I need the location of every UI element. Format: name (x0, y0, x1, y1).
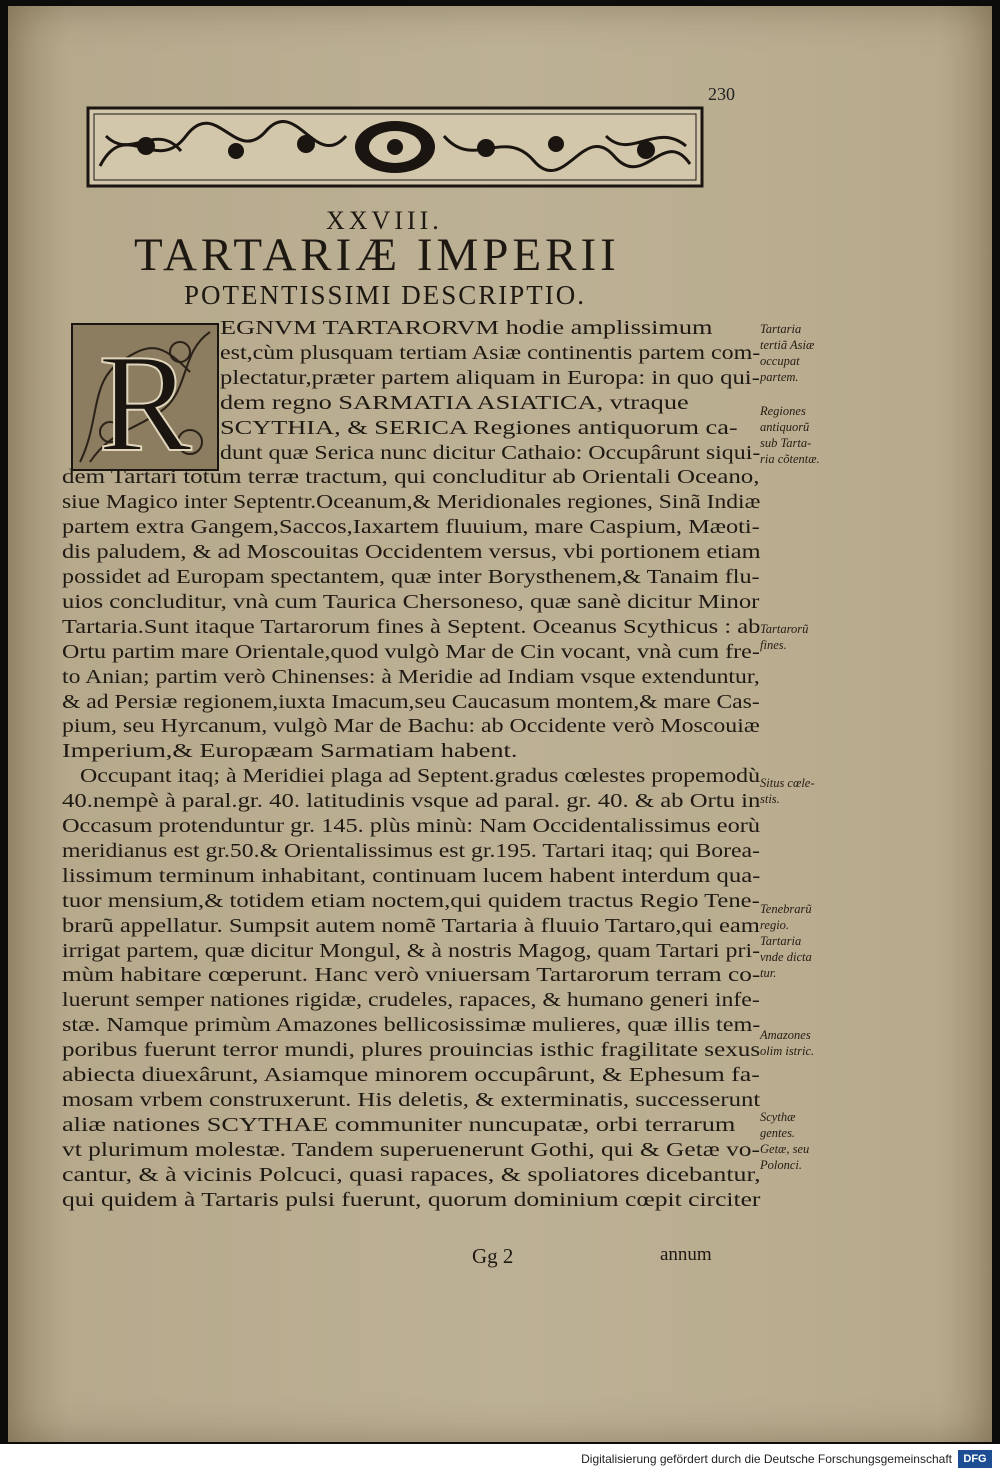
dfg-logo: DFG (958, 1450, 992, 1468)
marginal-note: partem. (760, 370, 799, 384)
text-line: uios concluditur, vnà cum Taurica Chersoneso, quæ sanè dicitur Minor (62, 591, 760, 613)
text-line: Imperium,& Europæam Sarmatiam habent. (62, 741, 518, 763)
marginal-note: Getæ, seu (760, 1142, 810, 1156)
text-line: cantur, & à vicinis Polcuci, quasi rapaces, & spoliatores dicebantur, (62, 1164, 761, 1186)
marginal-note: fines. (760, 638, 787, 652)
marginal-note: stis. (760, 792, 780, 806)
text-line: abiecta diuexârunt, Asiamque minorem occupârunt, & Ephesum fa- (62, 1065, 760, 1086)
marginal-note: ria cõtentæ. (760, 452, 820, 466)
text-line: plectatur,præter partem aliquam in Europa: in quo qui- (220, 367, 760, 389)
catchword: annum (660, 1244, 712, 1265)
marginal-note: Tartarorũ (760, 622, 809, 636)
marginal-note: Tenebrarũ (760, 902, 812, 916)
text-line: dis paludem, & ad Moscouitas Occidentem versus, vbi portionem etiam (62, 542, 761, 564)
text-line: partem extra Gangem,Saccos,Iaxartem fluuium, mare Caspium, Mæoti- (62, 517, 760, 539)
title-line-2: POTENTISSIMI DESCRIPTIO. (184, 280, 587, 310)
text-line: EGNVM TARTARORVM hodie amplissimum (220, 318, 713, 339)
marginal-note: antiquorũ (760, 420, 810, 434)
marginal-note: tertiã Asiæ (760, 338, 815, 352)
text-line: to Anian; partim verò Chinenses: à Meridie ad Indiam vsque extenduntur, (62, 666, 760, 688)
text-line: Occasum protenduntur gr. 145. plùs minù: Nam Occidentalissimus eorù (62, 816, 760, 837)
text-line: Occupant itaq; à Meridiei plaga ad Septent.gradus cœlestes propemodù (80, 766, 761, 788)
marginal-note: Situs cœle- (760, 776, 815, 790)
signature-mark: Gg 2 (472, 1244, 514, 1268)
marginal-note: Tartaria (760, 934, 802, 948)
marginal-note: gentes. (760, 1126, 796, 1140)
marginal-note: tur. (760, 966, 777, 980)
decorated-initial-r (70, 322, 220, 472)
text-line: luerunt semper nationes rigidæ, crudeles, rapaces, & humano generi infe- (62, 990, 760, 1012)
marginal-note: sub Tarta- (760, 436, 812, 450)
marginal-note: regio. (760, 918, 790, 932)
marginal-note: occupat (760, 354, 800, 368)
text-line: & ad Persiæ regionem,iuxta Imacum,seu Caucasum montem,& mare Cas- (62, 691, 760, 713)
text-line: dem Tartari totum terræ tractum, qui concluditur ab Orientali Oceano, (62, 467, 760, 489)
marginal-note: Regiones (760, 404, 806, 418)
chapter-number: XXVIII. (326, 206, 443, 235)
svg-text:R: R (98, 326, 192, 472)
text-line: pium, seu Hyrcanum, vulgò Mar de Bachu: ab Occidente verò Moscouiæ (62, 716, 760, 738)
title-line-1: TARTARIÆ IMPERII (134, 229, 620, 281)
text-line: lissimum terminum inhabitant, continuam lucem habent interdum qua- (62, 865, 761, 887)
text-line: stæ. Namque primùm Amazones bellicosissimæ mulieres, quæ illis tem- (62, 1015, 761, 1037)
text-line: tuor mensium,& totidem etiam noctem,qui quidem tractus Regio Tene- (62, 890, 760, 912)
marginal-note: Scythæ (760, 1110, 796, 1124)
text-line: Tartaria.Sunt itaque Tartarorum fines à Septent. Oceanus Scythicus : ab (62, 616, 761, 638)
text-line: irrigat partem, quæ dicitur Mongul, & à nostris Magog, quam Tartari pri- (62, 940, 761, 962)
text-line: poribus fuerunt terror mundi, plures prouincias isthic fragilitate sexus (62, 1040, 761, 1062)
book-page (8, 6, 992, 1442)
marginal-note: Polonci. (760, 1158, 803, 1172)
text-line: possidet ad Europam spectantem, quæ inter Borysthenem,& Tanaim flu- (62, 567, 760, 588)
text-line: brarũ appellatur. Sumpsit autem nomẽ Tartaria à fluuio Tartaro,qui eam (62, 915, 760, 937)
text-line: mùm habitare cœperunt. Hanc verò vniuersam Tartarorum terram co- (62, 965, 761, 987)
footer-bar (0, 1444, 1000, 1476)
text-line: vt plurimum molestæ. Tandem superuenerunt Gothi, qui & Getæ vo- (62, 1139, 761, 1161)
text-line: dunt quæ Serica nunc dicitur Cathaio: Occupârunt siqui- (220, 442, 761, 464)
decorative-headpiece (86, 106, 704, 188)
text-line: aliæ nationes SCYTHAE communiter nuncupatæ, orbi terrarum (62, 1114, 736, 1136)
funding-note: Digitalisierung gefördert durch die Deutsche Forschungsgemeinschaft (581, 1452, 952, 1466)
marginal-note: Amazones (760, 1028, 811, 1042)
text-line: Ortu partim mare Orientale,quod vulgò Mar de Cin vocant, vnà cum fre- (62, 641, 760, 663)
marginal-note: Tartaria (760, 322, 802, 336)
text-line: mosam vrbem construxerunt. His deletis, & exterminatis, successerunt (62, 1089, 761, 1111)
page-number: 230 (708, 84, 735, 104)
text-line: est,cùm plusquam tertiam Asiæ continentis partem com- (220, 342, 761, 364)
text-line: siue Magico inter Septentr.Oceanum,& Meridionales regiones, Sinã Indiæ (62, 492, 761, 514)
text-line: 40.nempè à paral.gr. 40. latitudinis vsque ad paral. gr. 40. & ab Ortu in (62, 791, 761, 813)
text-line: dem regno SARMATIA ASIATICA, vtraque (220, 392, 689, 414)
marginal-note: olim istric. (760, 1044, 815, 1058)
marginal-note: vnde dicta (760, 950, 812, 964)
text-line: SCYTHIA, & SERICA Regiones antiquorum ca- (220, 417, 738, 439)
text-line: meridianus est gr.50.& Orientalissimus est gr.195. Tartari itaq; qui Borea- (62, 840, 760, 862)
text-line: qui quidem à Tartaris pulsi fuerunt, quorum dominium cœpit circiter (62, 1189, 761, 1211)
